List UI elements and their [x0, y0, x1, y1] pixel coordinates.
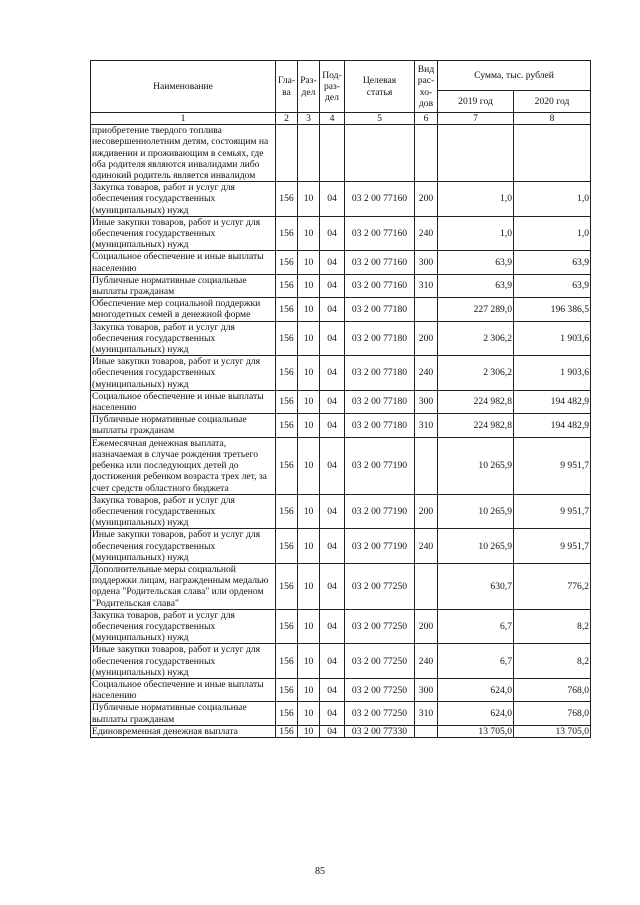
row-expense-type: 310 — [415, 702, 438, 725]
row-sum-2019: 13 705,0 — [438, 725, 514, 737]
row-sum-2020: 776,2 — [514, 563, 591, 609]
row-razdel: 10 — [298, 182, 320, 217]
header-2019: 2019 год — [438, 91, 514, 113]
row-sum-2019: 2 306,2 — [438, 356, 514, 391]
idx-7: 7 — [438, 113, 514, 125]
row-sum-2020: 196 386,5 — [514, 298, 591, 321]
row-razdel: 10 — [298, 678, 320, 701]
table-row — [91, 251, 591, 274]
row-glava: 156 — [276, 529, 298, 564]
row-razdel: 10 — [298, 725, 320, 737]
row-glava: 156 — [276, 321, 298, 356]
idx-6: 6 — [415, 113, 438, 125]
row-podrazdel: 04 — [320, 321, 345, 356]
row-podrazdel: 04 — [320, 414, 345, 437]
table-row — [91, 437, 591, 494]
row-name: Закупка товаров, работ и услуг для обеспечения государственных (муниципальных) нужд — [91, 182, 276, 217]
row-name: Дополнительные меры социальной поддержки лицам, награжденным медалью ордена "Родительская слава" или орденом "Родительская слава" — [91, 563, 276, 609]
row-name: приобретение твердого топлива несовершеннолетним детям, состоящим на иждивении и проживающим в семьях, где оба родителя являются инвалидами либо одинокий родитель является инвалидом — [91, 125, 276, 182]
row-sum-2019: 1,0 — [438, 216, 514, 251]
row-razdel: 10 — [298, 356, 320, 391]
row-sum-2019: 10 265,9 — [438, 437, 514, 494]
row-sum-2019: 6,7 — [438, 644, 514, 679]
table-row — [91, 321, 591, 356]
row-razdel: 10 — [298, 644, 320, 679]
header-name: Наименование — [91, 61, 276, 113]
row-glava: 156 — [276, 356, 298, 391]
row-sum-2019: 224 982,8 — [438, 390, 514, 413]
header-glava: Гла- ва — [276, 61, 298, 113]
table-row — [91, 644, 591, 679]
row-name: Иные закупки товаров, работ и услуг для обеспечения государственных (муниципальных) нужд — [91, 216, 276, 251]
table-row — [91, 298, 591, 321]
row-sum-2019: 2 306,2 — [438, 321, 514, 356]
row-expense-type — [415, 437, 438, 494]
row-target-article: 03 2 00 77250 — [345, 563, 415, 609]
row-sum-2020: 9 951,7 — [514, 437, 591, 494]
row-expense-type: 300 — [415, 678, 438, 701]
row-name: Закупка товаров, работ и услуг для обеспечения государственных (муниципальных) нужд — [91, 321, 276, 356]
table-row — [91, 390, 591, 413]
row-sum-2020: 1,0 — [514, 216, 591, 251]
table-row — [91, 678, 591, 701]
row-podrazdel: 04 — [320, 274, 345, 297]
row-razdel: 10 — [298, 494, 320, 529]
row-name: Ежемесячная денежная выплата, назначаемая в случае рождения третьего ребенка или последующих детей до достижения ребенком возраста трех лет, за счет средств областного бюджета — [91, 437, 276, 494]
row-razdel: 10 — [298, 529, 320, 564]
row-target-article: 03 2 00 77180 — [345, 321, 415, 356]
table-row — [91, 356, 591, 391]
row-name: Социальное обеспечение и иные выплаты населению — [91, 251, 276, 274]
row-target-article: 03 2 00 77180 — [345, 414, 415, 437]
table-row — [91, 494, 591, 529]
idx-8: 8 — [514, 113, 591, 125]
table-row — [91, 414, 591, 437]
row-sum-2019: 624,0 — [438, 702, 514, 725]
row-name: Обеспечение мер социальной поддержки многодетных семей в денежной форме — [91, 298, 276, 321]
row-podrazdel: 04 — [320, 216, 345, 251]
row-podrazdel: 04 — [320, 298, 345, 321]
row-podrazdel: 04 — [320, 702, 345, 725]
row-expense-type: 300 — [415, 251, 438, 274]
row-glava: 156 — [276, 414, 298, 437]
row-glava: 156 — [276, 702, 298, 725]
row-glava: 156 — [276, 725, 298, 737]
row-sum-2020: 1 903,6 — [514, 321, 591, 356]
row-sum-2020 — [514, 125, 591, 182]
row-glava: 156 — [276, 678, 298, 701]
row-sum-2020: 63,9 — [514, 274, 591, 297]
header-target: Целевая статья — [345, 61, 415, 113]
row-target-article: 03 2 00 77180 — [345, 298, 415, 321]
row-sum-2020: 8,2 — [514, 644, 591, 679]
page-number: 85 — [315, 866, 325, 877]
row-name: Иные закупки товаров, работ и услуг для обеспечения государственных (муниципальных) нужд — [91, 356, 276, 391]
idx-4: 4 — [320, 113, 345, 125]
row-razdel: 10 — [298, 251, 320, 274]
row-glava: 156 — [276, 437, 298, 494]
row-podrazdel: 04 — [320, 563, 345, 609]
row-expense-type — [415, 125, 438, 182]
row-glava: 156 — [276, 182, 298, 217]
row-razdel: 10 — [298, 298, 320, 321]
row-razdel: 10 — [298, 390, 320, 413]
row-name: Иные закупки товаров, работ и услуг для обеспечения государственных (муниципальных) нужд — [91, 644, 276, 679]
row-expense-type — [415, 563, 438, 609]
row-razdel: 10 — [298, 216, 320, 251]
table-row — [91, 125, 591, 182]
row-expense-type: 240 — [415, 216, 438, 251]
row-expense-type: 310 — [415, 414, 438, 437]
row-glava: 156 — [276, 216, 298, 251]
row-glava: 156 — [276, 390, 298, 413]
row-podrazdel — [320, 125, 345, 182]
row-sum-2020: 8,2 — [514, 609, 591, 644]
row-glava: 156 — [276, 251, 298, 274]
row-sum-2019: 63,9 — [438, 251, 514, 274]
row-name: Закупка товаров, работ и услуг для обеспечения государственных (муниципальных) нужд — [91, 609, 276, 644]
row-sum-2020: 1 903,6 — [514, 356, 591, 391]
row-sum-2020: 194 482,9 — [514, 414, 591, 437]
row-razdel: 10 — [298, 414, 320, 437]
row-podrazdel: 04 — [320, 356, 345, 391]
row-glava: 156 — [276, 563, 298, 609]
row-razdel: 10 — [298, 321, 320, 356]
table-row — [91, 609, 591, 644]
row-expense-type: 300 — [415, 390, 438, 413]
row-podrazdel: 04 — [320, 678, 345, 701]
row-expense-type: 200 — [415, 182, 438, 217]
row-target-article: 03 2 00 77190 — [345, 437, 415, 494]
row-target-article: 03 2 00 77190 — [345, 529, 415, 564]
row-glava: 156 — [276, 644, 298, 679]
row-sum-2020: 194 482,9 — [514, 390, 591, 413]
header-podrazdel: Под- раз- дел — [320, 61, 345, 113]
row-sum-2020: 9 951,7 — [514, 529, 591, 564]
row-podrazdel: 04 — [320, 437, 345, 494]
row-sum-2020: 13 705,0 — [514, 725, 591, 737]
row-name: Социальное обеспечение и иные выплаты населению — [91, 390, 276, 413]
idx-2: 2 — [276, 113, 298, 125]
row-target-article: 03 2 00 77250 — [345, 678, 415, 701]
header-razdel: Раз- дел — [298, 61, 320, 113]
row-sum-2019: 6,7 — [438, 609, 514, 644]
row-target-article: 03 2 00 77250 — [345, 644, 415, 679]
row-sum-2019: 1,0 — [438, 182, 514, 217]
row-target-article: 03 2 00 77250 — [345, 609, 415, 644]
row-name: Социальное обеспечение и иные выплаты населению — [91, 678, 276, 701]
row-glava: 156 — [276, 609, 298, 644]
row-sum-2020: 9 951,7 — [514, 494, 591, 529]
row-podrazdel: 04 — [320, 390, 345, 413]
row-sum-2019: 227 289,0 — [438, 298, 514, 321]
row-podrazdel: 04 — [320, 494, 345, 529]
row-podrazdel: 04 — [320, 182, 345, 217]
row-sum-2019: 624,0 — [438, 678, 514, 701]
row-sum-2019: 63,9 — [438, 274, 514, 297]
table-row — [91, 529, 591, 564]
row-razdel: 10 — [298, 609, 320, 644]
row-target-article: 03 2 00 77180 — [345, 390, 415, 413]
row-target-article: 03 2 00 77160 — [345, 274, 415, 297]
row-sum-2020: 768,0 — [514, 702, 591, 725]
row-razdel: 10 — [298, 437, 320, 494]
budget-table — [90, 60, 591, 738]
row-glava: 156 — [276, 298, 298, 321]
table-row — [91, 182, 591, 217]
row-sum-2019: 10 265,9 — [438, 494, 514, 529]
row-target-article: 03 2 00 77160 — [345, 251, 415, 274]
row-razdel: 10 — [298, 274, 320, 297]
row-name: Иные закупки товаров, работ и услуг для обеспечения государственных (муниципальных) нужд — [91, 529, 276, 564]
row-sum-2019: 224 982,8 — [438, 414, 514, 437]
row-sum-2020: 768,0 — [514, 678, 591, 701]
row-razdel: 10 — [298, 702, 320, 725]
row-target-article: 03 2 00 77330 — [345, 725, 415, 737]
row-sum-2019: 630,7 — [438, 563, 514, 609]
row-razdel — [298, 125, 320, 182]
row-podrazdel: 04 — [320, 609, 345, 644]
row-target-article: 03 2 00 77190 — [345, 494, 415, 529]
row-podrazdel: 04 — [320, 529, 345, 564]
row-expense-type — [415, 298, 438, 321]
column-index-row — [91, 113, 591, 125]
header-vid: Вид рас- хо- дов — [415, 61, 438, 113]
idx-1: 1 — [91, 113, 276, 125]
row-razdel: 10 — [298, 563, 320, 609]
row-expense-type: 240 — [415, 644, 438, 679]
row-glava: 156 — [276, 274, 298, 297]
header-2020: 2020 год — [514, 91, 591, 113]
row-name: Единовременная денежная выплата — [91, 725, 276, 737]
row-expense-type: 200 — [415, 494, 438, 529]
row-name: Закупка товаров, работ и услуг для обеспечения государственных (муниципальных) нужд — [91, 494, 276, 529]
row-podrazdel: 04 — [320, 251, 345, 274]
row-target-article — [345, 125, 415, 182]
row-expense-type: 240 — [415, 356, 438, 391]
row-name: Публичные нормативные социальные выплаты гражданам — [91, 414, 276, 437]
row-expense-type: 200 — [415, 609, 438, 644]
table-row — [91, 702, 591, 725]
row-target-article: 03 2 00 77180 — [345, 356, 415, 391]
row-expense-type: 310 — [415, 274, 438, 297]
header-sum: Сумма, тыс. рублей — [438, 61, 591, 91]
row-target-article: 03 2 00 77250 — [345, 702, 415, 725]
row-glava — [276, 125, 298, 182]
row-target-article: 03 2 00 77160 — [345, 216, 415, 251]
row-expense-type — [415, 725, 438, 737]
table-row — [91, 725, 591, 737]
row-sum-2020: 63,9 — [514, 251, 591, 274]
idx-3: 3 — [298, 113, 320, 125]
table-row — [91, 274, 591, 297]
idx-5: 5 — [345, 113, 415, 125]
row-expense-type: 240 — [415, 529, 438, 564]
row-name: Публичные нормативные социальные выплаты гражданам — [91, 274, 276, 297]
row-glava: 156 — [276, 494, 298, 529]
row-podrazdel: 04 — [320, 725, 345, 737]
row-podrazdel: 04 — [320, 644, 345, 679]
row-sum-2019: 10 265,9 — [438, 529, 514, 564]
row-target-article: 03 2 00 77160 — [345, 182, 415, 217]
row-name: Публичные нормативные социальные выплаты гражданам — [91, 702, 276, 725]
row-sum-2019 — [438, 125, 514, 182]
row-sum-2020: 1,0 — [514, 182, 591, 217]
table-row — [91, 216, 591, 251]
row-expense-type: 200 — [415, 321, 438, 356]
table-row — [91, 563, 591, 609]
